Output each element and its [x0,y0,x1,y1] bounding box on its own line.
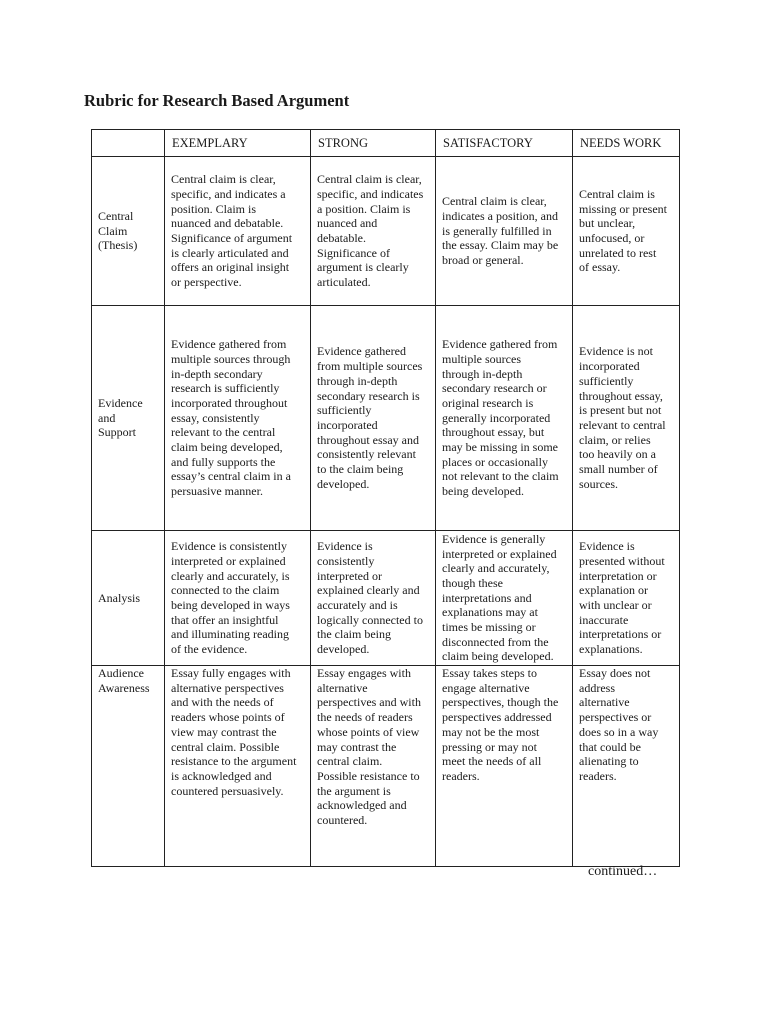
row-label-analysis: Analysis [92,531,165,666]
cell-exemplary: Essay fully engages with alternative perspectives and with the needs of readers whose points of view may contrast the central claim. Possible resistance to the argument is acknowledged and countered persuasively. [165,666,311,867]
header-needs-work: NEEDS WORK [573,130,680,157]
cell-satisfactory: Central claim is clear, indicates a position, and is generally fulfilled in the essay. Claim may be broad or general. [436,157,573,306]
cell-needs-work: Central claim is missing or present but unclear, unfocused, or unrelated to rest of essay. [573,157,680,306]
cell-strong: Essay engages with alternative perspectives and with the needs of readers whose points of view may contrast the central claim. Possible resistance to the argument is acknowledged and countered. [311,666,436,867]
header-satisfactory: SATISFACTORY [436,130,573,157]
table-row [92,531,680,666]
continued-note: continued… [588,864,658,879]
cell-strong: Evidence gathered from multiple sources through in-depth secondary research is sufficiently incorporated throughout essay and consistently relevant to the claim being developed. [311,306,436,531]
cell-exemplary: Evidence is consistently interpreted or explained clearly and accurately, is connected to the claim being developed in ways that offer an insightful and illuminating reading of the evidence. [165,531,311,666]
cell-exemplary: Evidence gathered from multiple sources through in-depth secondary research is sufficiently incorporated throughout essay, consistently relevant to the central claim being developed, and fully supports the essay’s central claim in a persuasive manner. [165,306,311,531]
header-row [92,130,680,157]
table-row [92,666,680,867]
cell-needs-work: Evidence is presented without interpretation or explanation or with unclear or inaccurate interpretations or explanations. [573,531,680,666]
cell-satisfactory: Evidence is generally interpreted or explained clearly and accurately, though these interpretations and explanations may at times be missing or disconnected from the claim being developed. [436,531,573,666]
cell-satisfactory: Evidence gathered from multiple sources through in-depth secondary research or original research is generally incorporated throughout essay, but may be missing in some places or occasionally not relevant to the claim being developed. [436,306,573,531]
cell-satisfactory: Essay takes steps to engage alternative perspectives, though the perspectives addressed may not be the most pressing or may not meet the needs of all readers. [436,666,573,867]
rubric-table [91,129,680,867]
cell-strong: Evidence is consistently interpreted or explained clearly and accurately and is logically connected to the claim being developed. [311,531,436,666]
cell-needs-work: Essay does not address alternative perspectives or does so in a way that could be alienating to readers. [573,666,680,867]
row-label-central-claim: Central Claim (Thesis) [92,157,165,306]
cell-needs-work: Evidence is not incorporated sufficiently throughout essay, is present but not relevant to central claim, or relies too heavily on a small number of sources. [573,306,680,531]
row-label-audience-awareness: Audience Awareness [92,666,165,867]
cell-strong: Central claim is clear, specific, and indicates a position. Claim is nuanced and debatable. Significance of argument is clearly articulated. [311,157,436,306]
document-title: Rubric for Research Based Argument [84,91,350,110]
header-exemplary: EXEMPLARY [165,130,311,157]
table-row [92,157,680,306]
header-strong: STRONG [311,130,436,157]
row-label-evidence: Evidence and Support [92,306,165,531]
header-corner [92,130,165,157]
table-row [92,306,680,531]
cell-exemplary: Central claim is clear, specific, and indicates a position. Claim is nuanced and debatable. Significance of argument is clearly articulated and offers an original insight or perspective. [165,157,311,306]
